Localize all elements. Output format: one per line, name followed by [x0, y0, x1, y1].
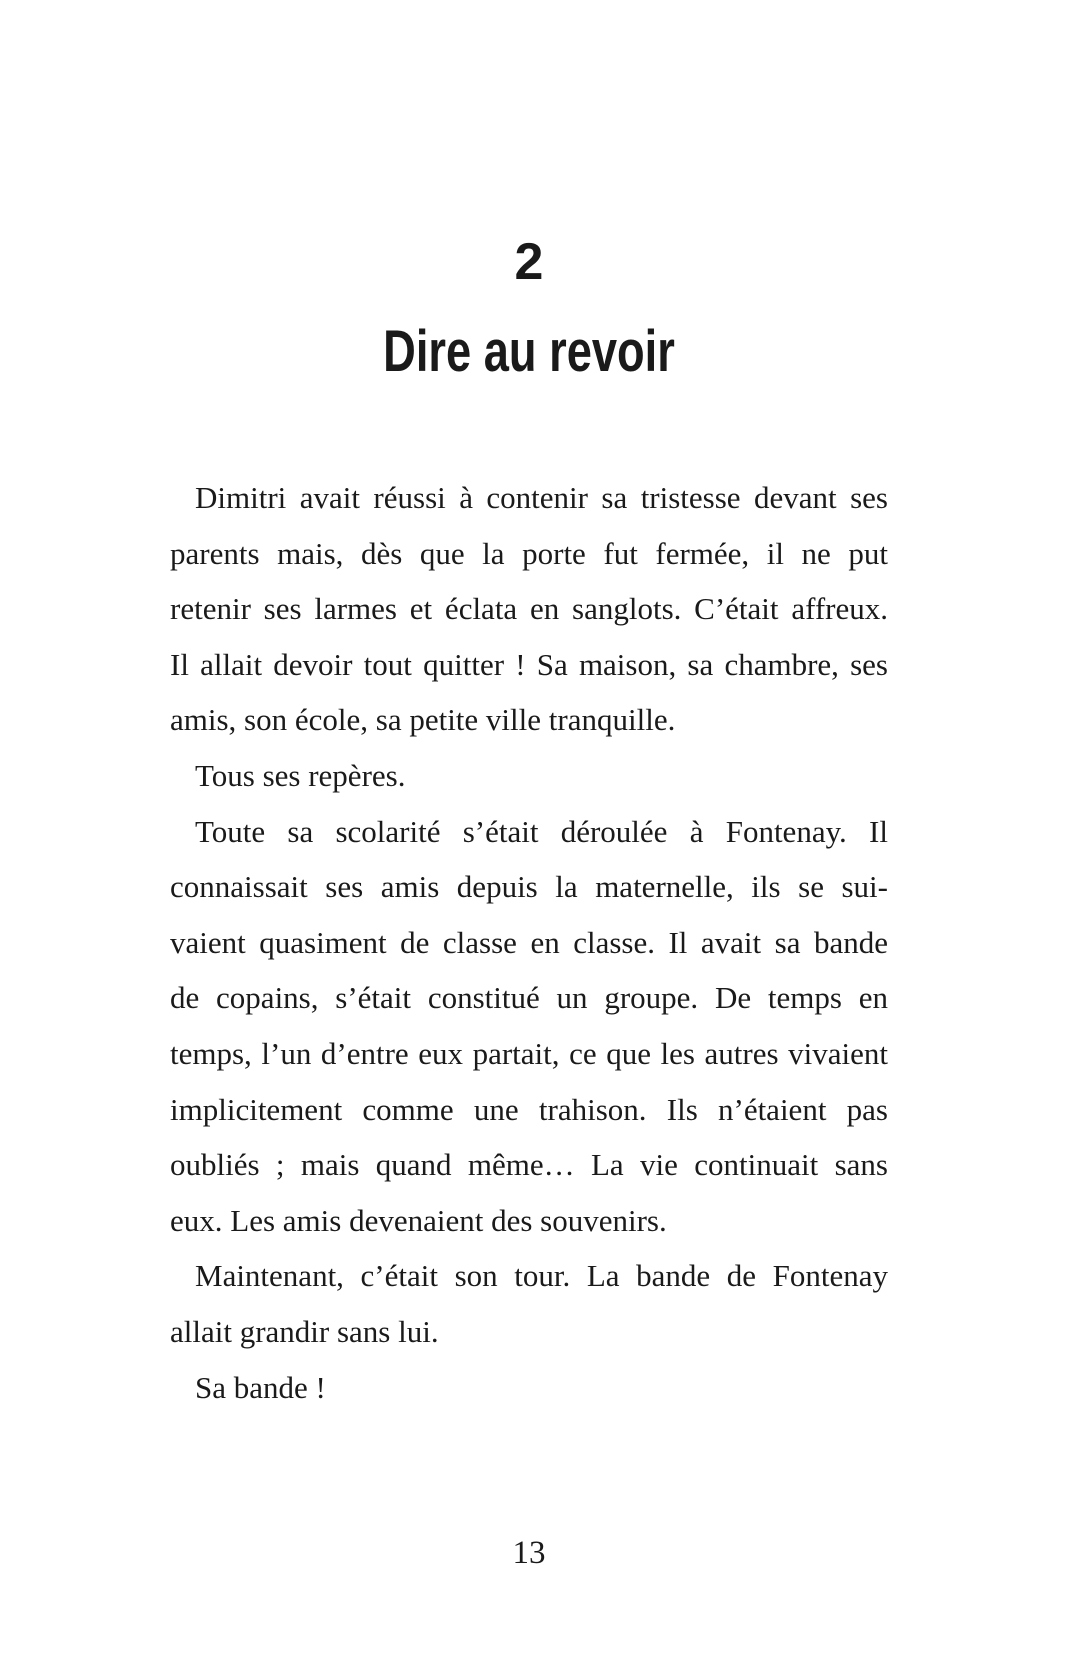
body-line: Dimitri avait réussi à contenir sa tristesse devant ses [195, 480, 888, 515]
page-number: 13 [512, 1535, 546, 1571]
body-line: Sa bande ! [195, 1369, 326, 1405]
body-line: oubliés ; mais quand même… La vie continuait sans [170, 1147, 888, 1183]
chapter-title: Dire au revoir [383, 319, 675, 384]
body-line: connaissait ses amis depuis la maternelle, ils se sui- [170, 869, 888, 905]
chapter-number: 2 [514, 233, 544, 291]
body-line: parents mais, dès que la porte fut fermée, il ne put [170, 535, 888, 571]
body-line: vaient quasiment de classe en classe. Il avait sa bande [170, 924, 888, 960]
body-line: Tous ses repères. [195, 757, 406, 793]
body-line: amis, son école, sa petite ville tranquille. [170, 702, 676, 738]
body-line: allait grandir sans lui. [170, 1313, 439, 1349]
body-line: Il allait devoir tout quitter ! Sa maison, sa chambre, ses [170, 646, 888, 682]
body-line: eux. Les amis devenaient des souvenirs. [170, 1202, 667, 1238]
body-line: Maintenant, c’était son tour. La bande de Fontenay [195, 1258, 888, 1294]
body-line: retenir ses larmes et éclata en sanglots. C’était affreux. [170, 591, 888, 627]
body-text [170, 470, 888, 1415]
body-line: de copains, s’était constitué un groupe. De temps en [170, 980, 888, 1016]
body-line: temps, l’un d’entre eux partait, ce que les autres vivaient [170, 1035, 888, 1071]
body-line: Toute sa scolarité s’était déroulée à Fontenay. Il [195, 813, 888, 849]
body-line: implicitement comme une trahison. Ils n’étaient pas [170, 1091, 888, 1127]
